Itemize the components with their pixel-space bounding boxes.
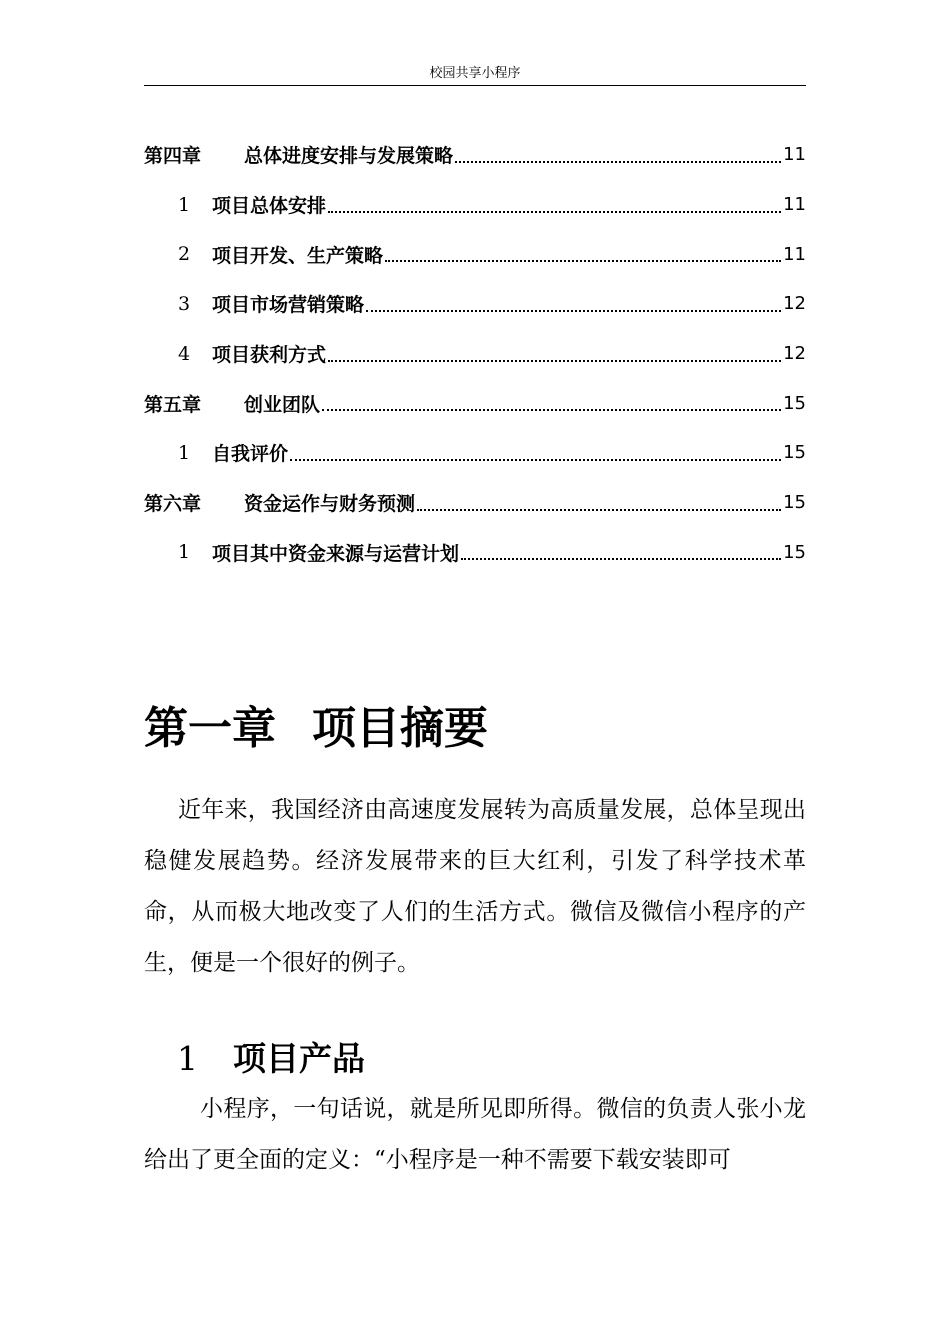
toc-entry-title: 项目其中资金来源与运营计划 (212, 542, 460, 565)
table-of-contents (144, 130, 806, 577)
toc-leader-dots (417, 509, 781, 511)
toc-leader-dots (290, 459, 781, 461)
toc-entry[interactable] (144, 378, 806, 428)
toc-entry-page: 11 (783, 144, 806, 166)
toc-entry[interactable] (144, 528, 806, 578)
body-paragraph: 近年来，我国经济由高速度发展转为高质量发展，总体呈现出稳健发展趋势。经济发展带来的巨大红利，引发了科学技术革命，从而极大地改变了人们的生活方式。微信及微信小程序的产生，便是一个很好的例子。 (144, 797, 806, 976)
chapter-title: 项目摘要 (312, 703, 488, 754)
page-header: 校园共享小程序 (429, 66, 521, 81)
toc-entry[interactable] (144, 130, 806, 180)
toc-leader-dots (455, 161, 781, 163)
toc-entry-number: 1 (178, 541, 191, 564)
toc-entry-title: 项目市场营销策略 (212, 294, 365, 317)
toc-entry[interactable] (144, 229, 806, 279)
toc-entry-title: 项目获利方式 (212, 344, 327, 367)
header-rule (144, 85, 806, 86)
chapter-heading (144, 692, 488, 756)
toc-entry-page: 12 (783, 293, 806, 315)
toc-entry-title: 总体进度安排与发展策略 (244, 145, 454, 168)
toc-entry-page: 11 (783, 194, 806, 216)
toc-leader-dots (322, 409, 781, 411)
toc-entry-number: 1 (178, 193, 191, 216)
toc-entry-page: 12 (783, 343, 806, 365)
toc-entry-number: 第五章 (144, 393, 202, 416)
section-number: 1 (177, 1039, 198, 1078)
toc-leader-dots (461, 558, 781, 560)
toc-entry[interactable] (144, 478, 806, 528)
toc-entry-title: 项目总体安排 (212, 195, 327, 218)
toc-entry-number: 第六章 (144, 493, 202, 516)
toc-entry-title: 自我评价 (212, 443, 289, 466)
section-title: 项目产品 (233, 1039, 365, 1078)
toc-entry-number: 3 (178, 292, 191, 315)
toc-entry-number: 4 (178, 342, 191, 365)
toc-entry-page: 11 (783, 243, 806, 265)
toc-entry-number: 2 (178, 243, 191, 266)
toc-entry-title: 创业团队 (244, 393, 321, 416)
toc-entry[interactable] (144, 428, 806, 478)
toc-entry-title: 资金运作与财务预测 (244, 493, 416, 516)
section-heading (177, 1033, 365, 1080)
toc-entry-number: 1 (178, 441, 191, 464)
body-paragraph: 小程序，一句话说，就是所见即所得。微信的负责人张小龙给出了更全面的定义：“小程序是一种不需要下载安装即可 (144, 1096, 806, 1173)
chapter-number: 第一章 (144, 703, 276, 754)
toc-entry[interactable] (144, 329, 806, 379)
toc-entry[interactable] (144, 279, 806, 329)
toc-leader-dots (328, 211, 781, 213)
toc-leader-dots (385, 260, 781, 262)
toc-entry[interactable] (144, 180, 806, 230)
toc-entry-page: 15 (783, 541, 806, 563)
toc-entry-page: 15 (783, 442, 806, 464)
toc-leader-dots (366, 310, 781, 312)
toc-entry-page: 15 (783, 392, 806, 414)
toc-entry-title: 项目开发、生产策略 (212, 244, 384, 267)
toc-entry-page: 15 (783, 492, 806, 514)
toc-leader-dots (328, 360, 781, 362)
toc-entry-number: 第四章 (144, 145, 202, 168)
